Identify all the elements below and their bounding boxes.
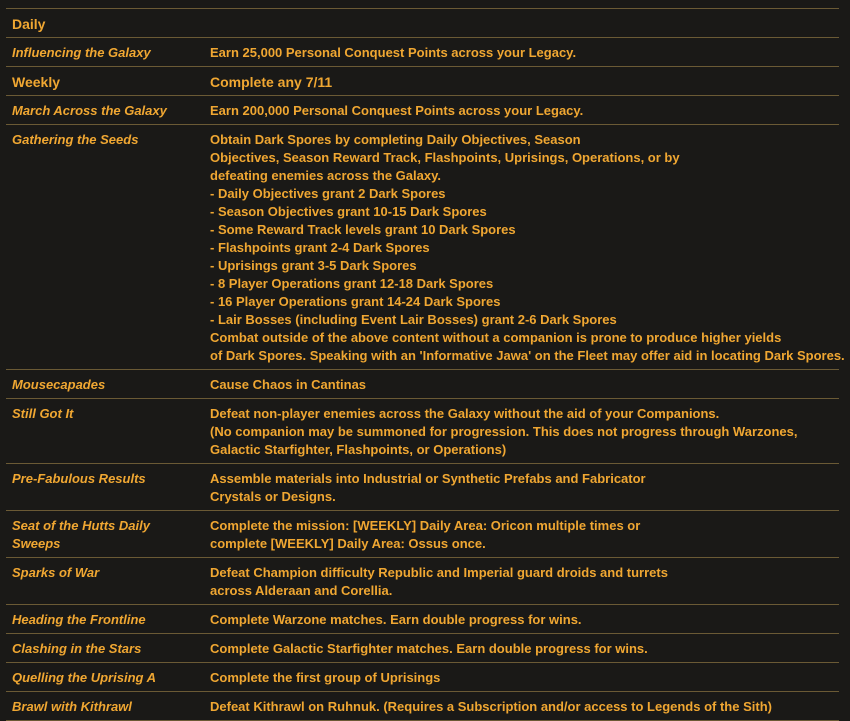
table-row: [6, 692, 839, 721]
description-line: Complete any 7/11: [210, 74, 333, 90]
description-line: Obtain Dark Spores by completing Daily Objectives, Season: [210, 132, 581, 147]
table-row: [6, 558, 839, 605]
objective-description: [204, 692, 839, 721]
section-header-row: [6, 9, 839, 38]
objective-name: Brawl with Kithrawl: [6, 692, 204, 721]
table-row: [6, 399, 839, 464]
description-line: complete [WEEKLY] Daily Area: Ossus once.: [210, 536, 486, 551]
description-line: - Uprisings grant 3-5 Dark Spores: [210, 258, 417, 273]
description-line: - Season Objectives grant 10-15 Dark Spores: [210, 204, 487, 219]
description-line: defeating enemies across the Galaxy.: [210, 168, 441, 183]
objective-description: [204, 38, 839, 67]
description-line: Cause Chaos in Cantinas: [210, 377, 367, 392]
objective-name: Clashing in the Stars: [6, 634, 204, 663]
objective-description: [204, 605, 839, 634]
table-row: [6, 38, 839, 67]
description-line: - Flashpoints grant 2-4 Dark Spores: [210, 240, 430, 255]
description-line: Defeat Kithrawl on Ruhnuk. (Requires a Subscription and/or access to Legends of the Sith): [210, 699, 772, 714]
section-title: Daily: [6, 9, 204, 38]
description-line: Crystals or Designs.: [210, 489, 336, 504]
description-line: - Daily Objectives grant 2 Dark Spores: [210, 186, 446, 201]
objective-name: Still Got It: [6, 399, 204, 464]
objective-name: March Across the Galaxy: [6, 96, 204, 125]
table-row: [6, 370, 839, 399]
objective-name: Mousecapades: [6, 370, 204, 399]
section-requirement: [204, 9, 839, 38]
description-line: - 8 Player Operations grant 12-18 Dark Spores: [210, 276, 494, 291]
section-title: Weekly: [6, 67, 204, 96]
objective-name: Gathering the Seeds: [6, 125, 204, 370]
table-row: [6, 96, 839, 125]
description-line: Defeat Champion difficulty Republic and Imperial guard droids and turrets: [210, 565, 668, 580]
description-line: Earn 200,000 Personal Conquest Points across your Legacy.: [210, 103, 584, 118]
description-line: Defeat non-player enemies across the Galaxy without the aid of your Companions.: [210, 406, 720, 421]
description-line: of Dark Spores. Speaking with an 'Informative Jawa' on the Fleet may offer aid in locating Dark Spores.: [210, 348, 845, 363]
description-line: Earn 25,000 Personal Conquest Points across your Legacy.: [210, 45, 577, 60]
description-line: - Some Reward Track levels grant 10 Dark Spores: [210, 222, 516, 237]
objective-description: [204, 634, 839, 663]
objective-description: [204, 558, 839, 605]
table-row: [6, 511, 839, 558]
description-line: Combat outside of the above content without a companion is prone to produce higher yields: [210, 330, 782, 345]
description-line: Complete the mission: [WEEKLY] Daily Area: Oricon multiple times or: [210, 518, 641, 533]
objective-description: [204, 96, 839, 125]
description-line: Objectives, Season Reward Track, Flashpoints, Uprisings, Operations, or by: [210, 150, 680, 165]
section-header-row: [6, 67, 839, 96]
description-line: Complete Galactic Starfighter matches. Earn double progress for wins.: [210, 641, 648, 656]
objective-description: [204, 370, 839, 399]
conquest-objectives-table: [6, 8, 845, 721]
objective-description: [204, 663, 839, 692]
objective-description: [204, 464, 839, 511]
description-line: (No companion may be summoned for progression. This does not progress through Warzones,: [210, 424, 798, 439]
table-row: [6, 634, 839, 663]
objective-description: [204, 511, 839, 558]
description-line: Complete the first group of Uprisings: [210, 670, 441, 685]
description-line: Complete Warzone matches. Earn double progress for wins.: [210, 612, 582, 627]
objective-name: Pre-Fabulous Results: [6, 464, 204, 511]
description-line: across Alderaan and Corellia.: [210, 583, 393, 598]
objective-name: Heading the Frontline: [6, 605, 204, 634]
table-row: [6, 125, 839, 370]
objective-name: Influencing the Galaxy: [6, 38, 204, 67]
description-line: Assemble materials into Industrial or Synthetic Prefabs and Fabricator: [210, 471, 646, 486]
objective-description: [204, 399, 839, 464]
description-line: Galactic Starfighter, Flashpoints, or Operations): [210, 442, 507, 457]
objective-description: [204, 125, 845, 370]
table-row: [6, 464, 839, 511]
description-line: - 16 Player Operations grant 14-24 Dark Spores: [210, 294, 501, 309]
table-row: [6, 605, 839, 634]
table-body: [6, 9, 845, 721]
description-line: - Lair Bosses (including Event Lair Bosses) grant 2-6 Dark Spores: [210, 312, 617, 327]
table-row: [6, 663, 839, 692]
section-requirement: [204, 67, 839, 96]
objective-name: Seat of the Hutts Daily Sweeps: [6, 511, 204, 558]
objective-name: Sparks of War: [6, 558, 204, 605]
objective-name: Quelling the Uprising A: [6, 663, 204, 692]
